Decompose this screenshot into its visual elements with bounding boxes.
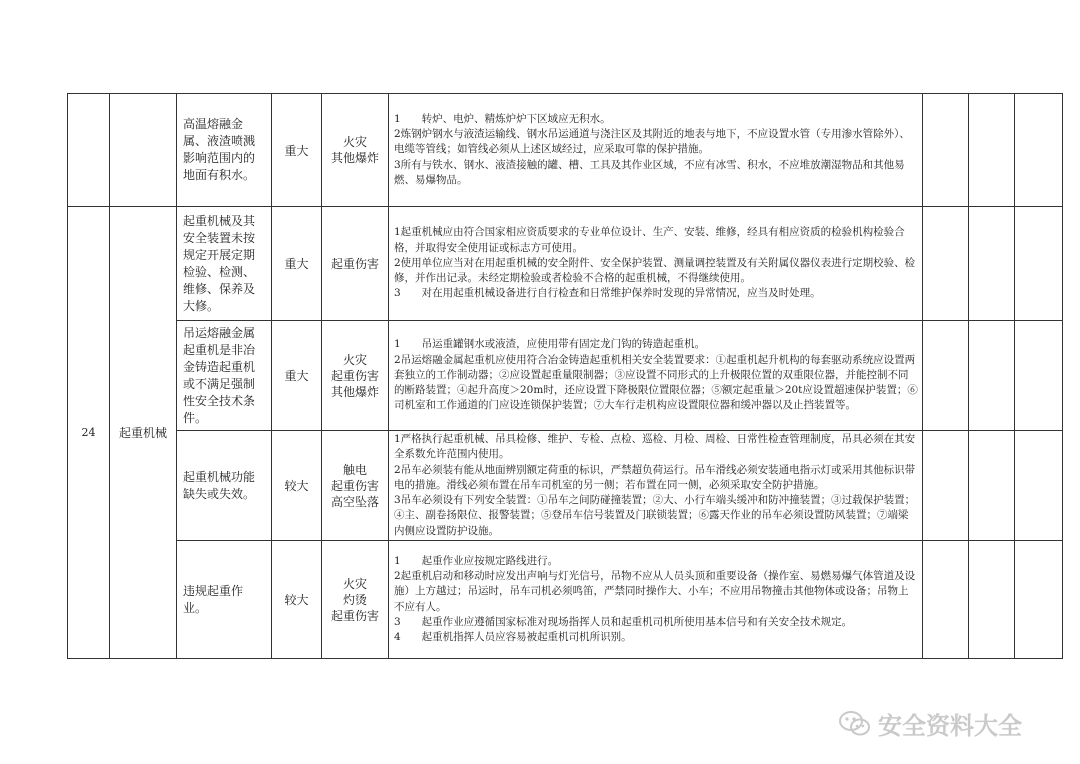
measure-item: 2起重机启动和移动时应发出声响与灯光信号，吊物不应从人员头顶和重要设备（操作室、易燃易爆气体管道及设施）上方越过；吊运时，吊车司机必须鸣笛，严禁同时操作大、小车；不应用吊物撞击其他物体或设备；吊物上不应有人。	[394, 570, 916, 613]
accident-type: 起重伤害	[330, 478, 379, 493]
measure-item: 3 对在用起重机械设备进行自行检查和日常维护保养时发现的异常情况，应当及时处理。	[394, 287, 821, 300]
accident-type-cell	[322, 94, 389, 207]
risk-level-cell: 重大	[272, 207, 322, 321]
measure-item: 2吊运熔融金属起重机应使用符合冶金铸造起重机相关安全装置要求：①起重机起升机构的每套驱动系统应设置两套独立的工作制动器；②应设置起重量限制器；③应设置不同形式的上升极限位置的双重限位器，并能控制不同的断路装置；④起升高度＞20m时，还应设置下降极限位置限位器；⑤额定起重量＞20t应设置超速保护装置；⑥司机室和工作通道的门应设连锁保护装置；⑦大车行走机构应设置限位器和缓冲器以及止挡装置等。	[394, 353, 918, 412]
blank-cell	[923, 321, 969, 431]
table-row	[68, 541, 1063, 659]
hazard-cell: 起重机械功能缺失或失效。	[177, 431, 272, 541]
measure-item: 3所有与铁水、钢水、液渣接触的罐、槽、工具及其作业区域，不应有冰雪、积水，不应堆放潮湿物品和其他易燃、易爆物品。	[394, 158, 905, 186]
accident-type: 起重伤害	[330, 256, 379, 271]
accident-type: 高空坠落	[330, 494, 379, 509]
measure-item: 1 吊运重罐钢水或液渣，应使用带有固定龙门钩的铸造起重机。	[394, 338, 706, 351]
measure-item: 3 起重作业应遵循国家标准对现场指挥人员和起重机司机所使用基本信号和有关安全技术规定。	[394, 615, 853, 628]
accident-type: 火灾	[342, 135, 367, 149]
accident-type: 火灾	[342, 352, 367, 367]
measures-cell	[389, 321, 923, 431]
row-number: 24	[68, 207, 110, 659]
blank-cell	[1015, 431, 1063, 541]
watermark-text: 安全资料大全	[878, 712, 1022, 740]
measure-item: 3吊车必须设有下列安全装置：①吊车之间防碰撞装置；②大、小行车端头缓冲和防冲撞装置；③过载保护装置；④主、副卷扬限位、报警装置；⑤登吊车信号装置及门联锁装置；⑥露天作业的吊车必须设置防风装置；⑦端梁内侧应设置防护设施。	[394, 494, 916, 537]
accident-type: 灼烫	[342, 592, 367, 607]
measure-item: 1起重机械应由符合国家相应资质要求的专业单位设计、生产、安装、维修，经具有相应资质的检验机构检验合格，并取得安全使用证或标志方可使用。	[394, 226, 905, 254]
measures-cell	[389, 541, 923, 659]
measures-cell	[389, 207, 923, 321]
accident-type: 火灾	[342, 576, 367, 591]
accident-type-cell	[322, 541, 389, 659]
measure-item: 1严格执行起重机械、吊具检修、维护、专检、点检、巡检、月检、周检、日常性检查管理制度，吊具必须在其安全系数允许范围内使用。	[394, 433, 916, 461]
measure-item: 1 转炉、电炉、精炼炉炉下区域应无积水。	[394, 112, 611, 125]
accident-type: 起重伤害	[330, 608, 379, 623]
accident-type: 其他爆炸	[330, 151, 379, 165]
risk-level-cell: 较大	[272, 541, 322, 659]
accident-type: 触电	[342, 462, 367, 477]
measures-cell	[389, 94, 923, 207]
accident-type-cell	[322, 321, 389, 431]
blank-cell	[1015, 94, 1063, 207]
measure-item: 1 起重作业应按规定路线进行。	[394, 554, 559, 567]
blank-cell	[923, 431, 969, 541]
risk-level-cell: 较大	[272, 431, 322, 541]
measure-item: 4 起重机指挥人员应容易被起重机司机所识别。	[394, 630, 632, 643]
blank-cell	[923, 207, 969, 321]
hazard-cell: 高温熔融金属、液渣喷溅影响范围内的地面有积水。	[177, 94, 272, 207]
no-cell	[68, 94, 110, 207]
blank-cell	[969, 431, 1015, 541]
blank-cell	[969, 541, 1015, 659]
accident-type-cell	[322, 431, 389, 541]
measure-item: 2使用单位应当对在用起重机械的安全附件、安全保护装置、测量调控装置及有关附属仪器仪表进行定期校验、检修，并作出记录。未经定期检验或者检验不合格的起重机械，不得继续使用。	[394, 256, 916, 285]
watermark	[838, 706, 1022, 741]
table-row	[68, 94, 1063, 207]
risk-level-cell: 重大	[272, 94, 322, 207]
measures-cell	[389, 431, 923, 541]
blank-cell	[1015, 321, 1063, 431]
measure-item: 2吊车必须装有能从地面辨别额定荷重的标识，严禁超负荷运行。吊车滑线必须安装通电指示灯或采用其他标识带电的措施。滑线必须布置在吊车司机室的另一侧；若布置在同一侧，必须采取安全防护措施。	[394, 463, 916, 491]
equipment-name: 起重机械	[110, 207, 177, 659]
table-row	[68, 321, 1063, 431]
blank-cell	[1015, 541, 1063, 659]
accident-type: 其他爆炸	[330, 384, 379, 399]
accident-type-cell	[322, 207, 389, 321]
accident-type: 起重伤害	[330, 368, 379, 383]
wechat-icon	[838, 710, 872, 738]
hazard-cell: 起重机械及其安全装置未按规定开展定期检验、检测、维修、保养及大修。	[177, 207, 272, 321]
risk-level-cell: 重大	[272, 321, 322, 431]
risk-table	[67, 93, 1063, 659]
blank-cell	[969, 321, 1015, 431]
measure-item: 2炼钢炉钢水与液渣运输线、钢水吊运通道与浇注区及其附近的地表与地下，不应设置水管（专用渗水管除外）、电缆等管线；如管线必须从上述区域经过，应采取可靠的保护措施。	[394, 128, 910, 156]
blank-cell	[1015, 207, 1063, 321]
blank-cell	[923, 541, 969, 659]
blank-cell	[969, 207, 1015, 321]
hazard-cell: 违规起重作业。	[177, 541, 272, 659]
hazard-cell: 吊运熔融金属起重机是非冶金铸造起重机或不满足强制性安全技术条件。	[177, 321, 272, 431]
blank-cell	[923, 94, 969, 207]
equipment-cell	[110, 94, 177, 207]
blank-cell	[969, 94, 1015, 207]
table-row	[68, 431, 1063, 541]
table-row	[68, 207, 1063, 321]
